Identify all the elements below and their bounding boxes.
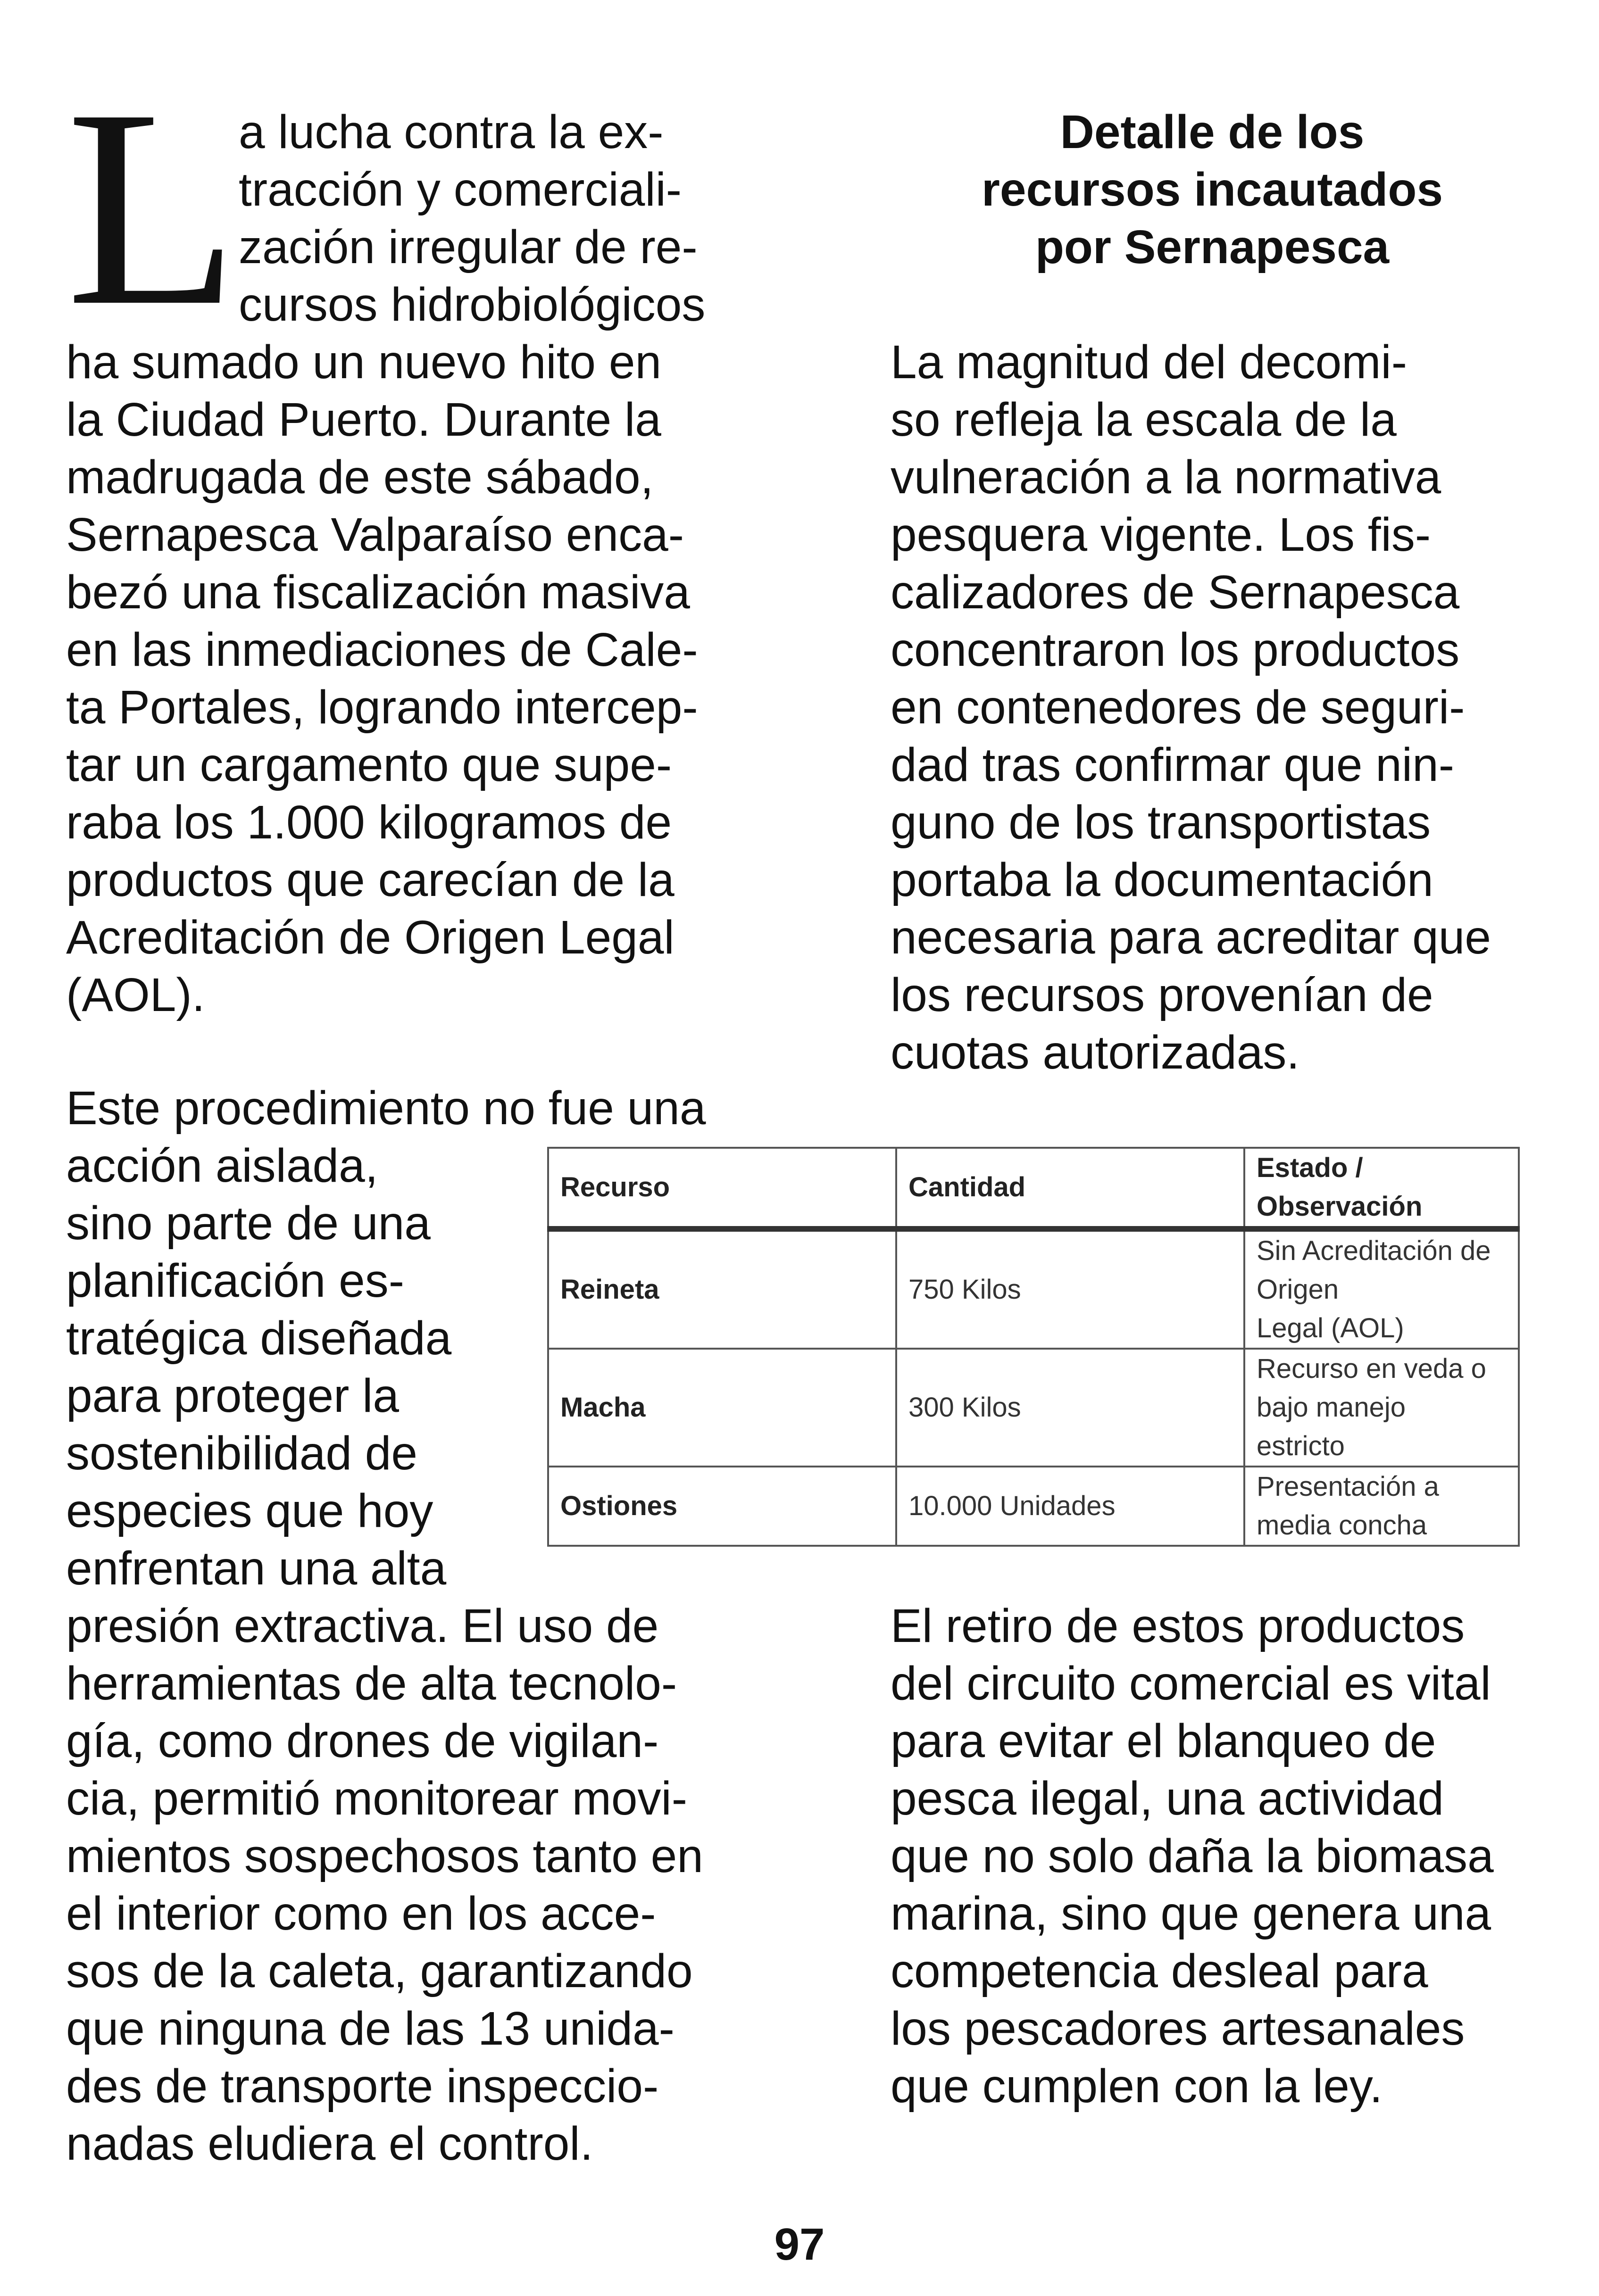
text-line: acción aislada, (66, 1139, 378, 1192)
text-line: ta Portales, logrando intercep- (66, 681, 698, 734)
text-line: cursos hidrobiológicos (239, 278, 706, 331)
text-line: pesca ilegal, una actividad (891, 1772, 1444, 1825)
status-line: Recurso en veda o bajo manejo (1257, 1353, 1486, 1423)
text-line: en contenedores de seguri- (891, 681, 1465, 734)
text-line: Este procedimiento no fue una (66, 1082, 706, 1135)
text-line: sino parte de una (66, 1197, 431, 1250)
status-cell (1244, 1349, 1519, 1467)
quantity-cell: 300 Kilos (896, 1349, 1244, 1467)
text-line: sostenibilidad de (66, 1427, 417, 1480)
resource-cell: Macha (548, 1349, 896, 1467)
page-number: 97 (774, 2219, 825, 2270)
text-line: madrugada de este sábado, (66, 451, 654, 504)
status-line: Legal (AOL) (1257, 1313, 1404, 1343)
text-line: que cumplen con la ley. (891, 2060, 1383, 2113)
text-line: so refleja la escala de la (891, 393, 1397, 446)
text-line: tratégica diseñada (66, 1312, 452, 1365)
text-line: raba los 1.000 kilogramos de (66, 796, 672, 849)
text-line: para evitar el blanqueo de (891, 1715, 1436, 1767)
text-line: los recursos provenían de (891, 969, 1433, 1021)
text-line: bezó una fiscalización masiva (66, 566, 690, 619)
column-header-resource: Recurso (548, 1148, 896, 1229)
text-line: El retiro de estos productos (891, 1600, 1465, 1652)
table-row (548, 1349, 1519, 1467)
resource-cell: Ostiones (548, 1467, 896, 1546)
text-line: presión extractiva. El uso de (66, 1600, 659, 1652)
status-line: Sin Acreditación de Origen (1257, 1235, 1491, 1305)
text-line: los pescadores artesanales (891, 2002, 1465, 2055)
text-line: sos de la caleta, garantizando (66, 1945, 693, 1998)
text-line: la Ciudad Puerto. Durante la (66, 393, 661, 446)
heading-line: Detalle de los (1060, 106, 1365, 158)
text-line: que no solo daña la biomasa (891, 1830, 1494, 1882)
text-line: marina, sino que genera una (891, 1887, 1491, 1940)
resource-cell: Reineta (548, 1229, 896, 1349)
text-line: que ninguna de las 13 unida- (66, 2002, 675, 2055)
text-line: ha sumado un nuevo hito en (66, 336, 662, 389)
seized-resources-table (547, 1147, 1520, 1547)
text-line: des de transporte inspeccio- (66, 2060, 659, 2113)
text-line: el interior como en los acce- (66, 1887, 656, 1940)
text-line: del circuito comercial es vital (891, 1657, 1491, 1710)
heading-line: recursos incautados (981, 163, 1443, 216)
table-header-row (548, 1148, 1519, 1229)
heading-line: por Sernapesca (1035, 221, 1390, 274)
text-line: tar un cargamento que supe- (66, 738, 672, 791)
text-line: pesquera vigente. Los fis- (891, 508, 1431, 561)
text-line: cia, permitió monitorear movi- (66, 1772, 688, 1825)
text-line: nadas eludiera el control. (66, 2117, 593, 2170)
status-line: Presentación a media concha (1257, 1471, 1439, 1541)
text-line: guno de los transportistas (891, 796, 1431, 849)
text-line: competencia desleal para (891, 1945, 1428, 1998)
quantity-cell: 750 Kilos (896, 1229, 1244, 1349)
quantity-cell: 10.000 Unidades (896, 1467, 1244, 1546)
drop-cap: L (66, 50, 239, 364)
text-line: concentraron los productos (891, 623, 1460, 676)
text-line: vulneración a la normativa (891, 451, 1441, 504)
table-row (548, 1229, 1519, 1349)
text-line: necesaria para acreditar que (891, 911, 1491, 964)
text-line: tracción y comerciali- (239, 163, 682, 216)
table-row (548, 1467, 1519, 1546)
text-line: La magnitud del decomi- (891, 336, 1407, 389)
text-line: Sernapesca Valparaíso enca- (66, 508, 684, 561)
text-line: especies que hoy (66, 1484, 433, 1537)
text-line: para proteger la (66, 1369, 400, 1422)
text-line: (AOL). (66, 969, 205, 1021)
text-line: enfrentan una alta (66, 1542, 447, 1595)
text-line: productos que carecían de la (66, 854, 675, 906)
text-line: gía, como drones de vigilan- (66, 1715, 659, 1767)
text-line: portaba la documentación (891, 854, 1433, 906)
text-line: planificación es- (66, 1254, 405, 1307)
text-line: dad tras confirmar que nin- (891, 738, 1455, 791)
text-line: a lucha contra la ex- (239, 106, 664, 158)
text-line: cuotas autorizadas. (891, 1026, 1300, 1079)
column-header-quantity: Cantidad (896, 1148, 1244, 1229)
status-line: estricto (1257, 1431, 1345, 1461)
status-cell (1244, 1467, 1519, 1546)
text-line: calizadores de Sernapesca (891, 566, 1460, 619)
column-header-status: Estado / Observación (1244, 1148, 1519, 1229)
text-line: en las inmediaciones de Cale- (66, 623, 698, 676)
status-cell (1244, 1229, 1519, 1349)
text-line: mientos sospechosos tanto en (66, 1830, 703, 1882)
text-line: herramientas de alta tecnolo- (66, 1657, 677, 1710)
text-line: Acreditación de Origen Legal (66, 911, 675, 964)
text-line: zación irregular de re- (239, 221, 698, 274)
